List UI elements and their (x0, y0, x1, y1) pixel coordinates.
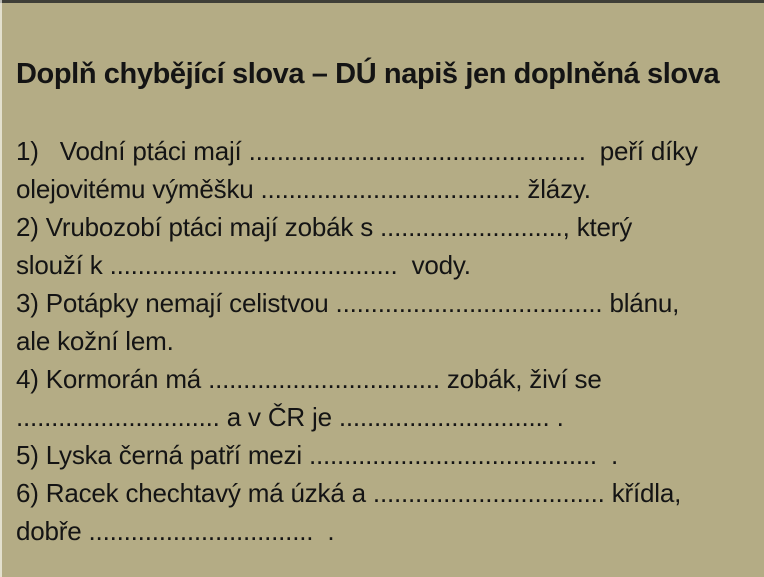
slide-top-border (0, 0, 764, 3)
exercise-line-1: 1) Vodní ptáci mají ................................................ peří díky (16, 136, 698, 166)
exercise-line-3: 2) Vrubozobí ptáci mají zobák s .........................., který (16, 212, 633, 242)
slide-left-edge (0, 0, 2, 577)
exercise-line-10: 6) Racek chechtavý má úzká a ................................. křídla, (16, 478, 682, 508)
exercise-line-2: olejovitému výměšku ..................................... žlázy. (16, 174, 591, 204)
exercise-line-11: dobře ................................ . (16, 516, 335, 546)
exercise-line-6: ale kožní lem. (16, 326, 174, 356)
exercise-line-8: ............................. a v ČR je .............................. . (16, 402, 564, 432)
exercise-line-9: 5) Lyska černá patří mezi ......................................... . (16, 440, 618, 470)
exercise-line-5: 3) Potápky nemají celistvou ...................................... blánu, (16, 288, 680, 318)
exercise-line-4: slouží k ......................................... vody. (16, 250, 471, 280)
exercise-line-7: 4) Kormorán má ................................. zobák, živí se (16, 364, 602, 394)
exercise-text-block (16, 132, 758, 550)
slide-title: Doplň chybějící slova – DÚ napiš jen doplněná slova (16, 58, 720, 90)
